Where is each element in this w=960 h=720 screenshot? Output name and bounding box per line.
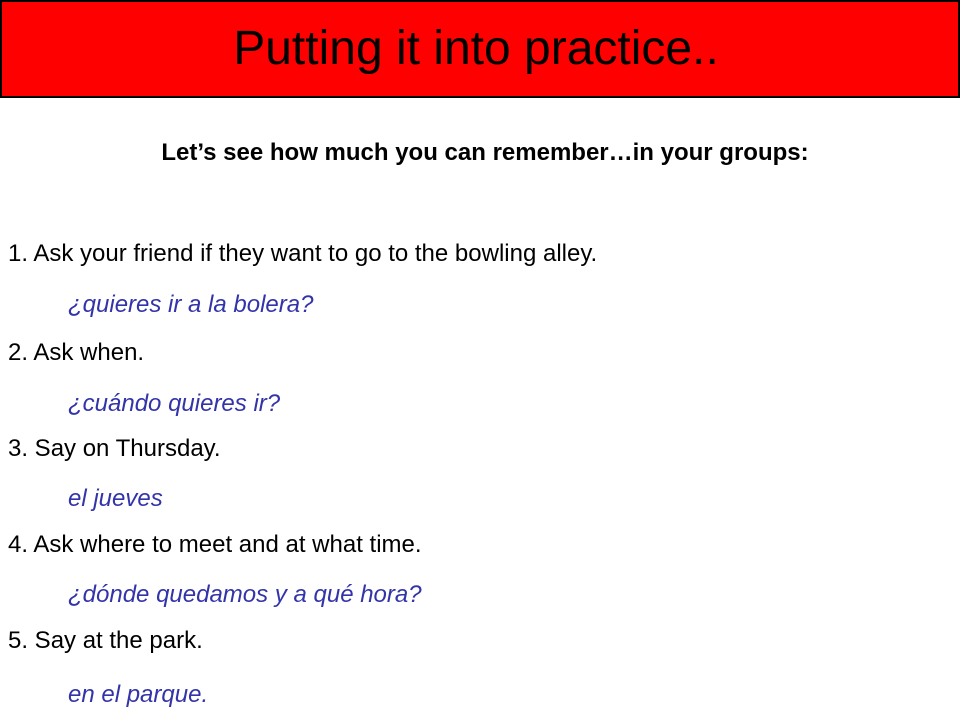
prompt-2: 2. Ask when.: [8, 339, 145, 366]
slide-title: Putting it into practice..: [233, 22, 719, 75]
prompt-3: 3. Say on Thursday.: [8, 435, 221, 462]
slide-subtitle: Let’s see how much you can remember…in your groups:: [161, 139, 809, 166]
answer-3: el jueves: [68, 485, 163, 512]
answer-4: ¿dónde quedamos y a qué hora?: [68, 581, 422, 608]
answer-1: ¿quieres ir a la bolera?: [68, 291, 314, 318]
prompt-4: 4. Ask where to meet and at what time.: [8, 531, 422, 558]
prompt-5: 5. Say at the park.: [8, 627, 203, 654]
title-banner: [0, 0, 960, 98]
prompt-1: 1. Ask your friend if they want to go to the bowling alley.: [8, 240, 598, 267]
answer-5: en el parque.: [68, 681, 209, 708]
answer-2: ¿cuándo quieres ir?: [68, 390, 281, 417]
